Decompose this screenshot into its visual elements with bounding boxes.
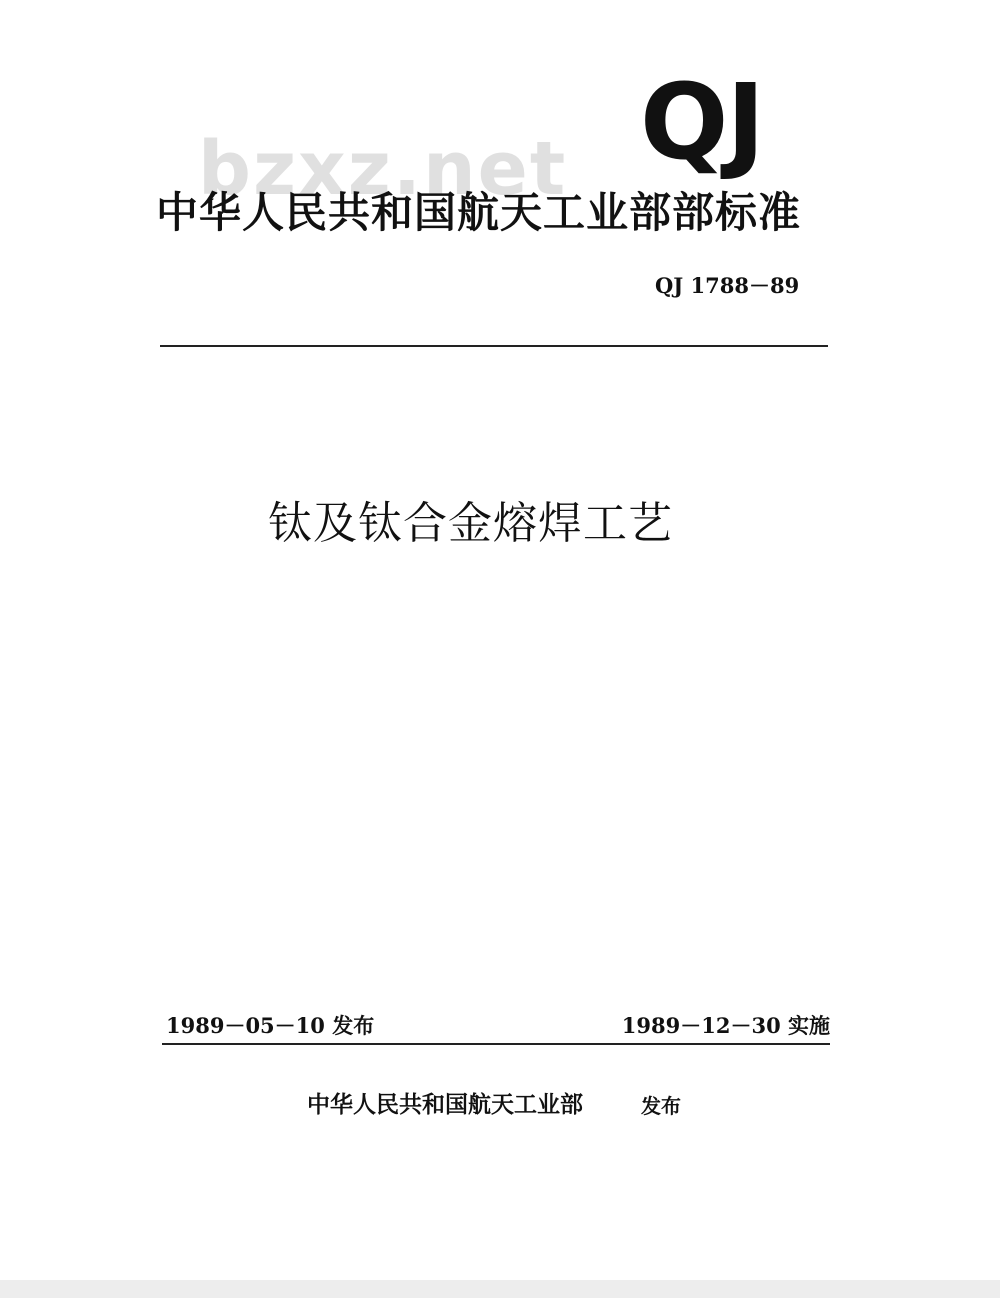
publish-label: 发布 <box>641 1094 681 1118</box>
issue-date: 1989－05－10 发布 <box>166 1013 375 1038</box>
top-divider <box>160 345 828 347</box>
document-title: 钛及钛合金熔焊工艺 <box>268 498 673 549</box>
implementation-date: 1989－12－30 实施 <box>621 1013 830 1038</box>
standard-number: QJ 1788－89 <box>655 273 800 298</box>
page-bottom-strip <box>0 1280 1000 1298</box>
publisher: 中华人民共和国航天工业部 <box>307 1092 583 1118</box>
bottom-divider <box>162 1043 830 1045</box>
org-title: 中华人民共和国航天工业部部标准 <box>156 188 802 237</box>
watermark: bzxz.net <box>198 126 568 212</box>
qj-logo: QJ <box>640 61 764 183</box>
